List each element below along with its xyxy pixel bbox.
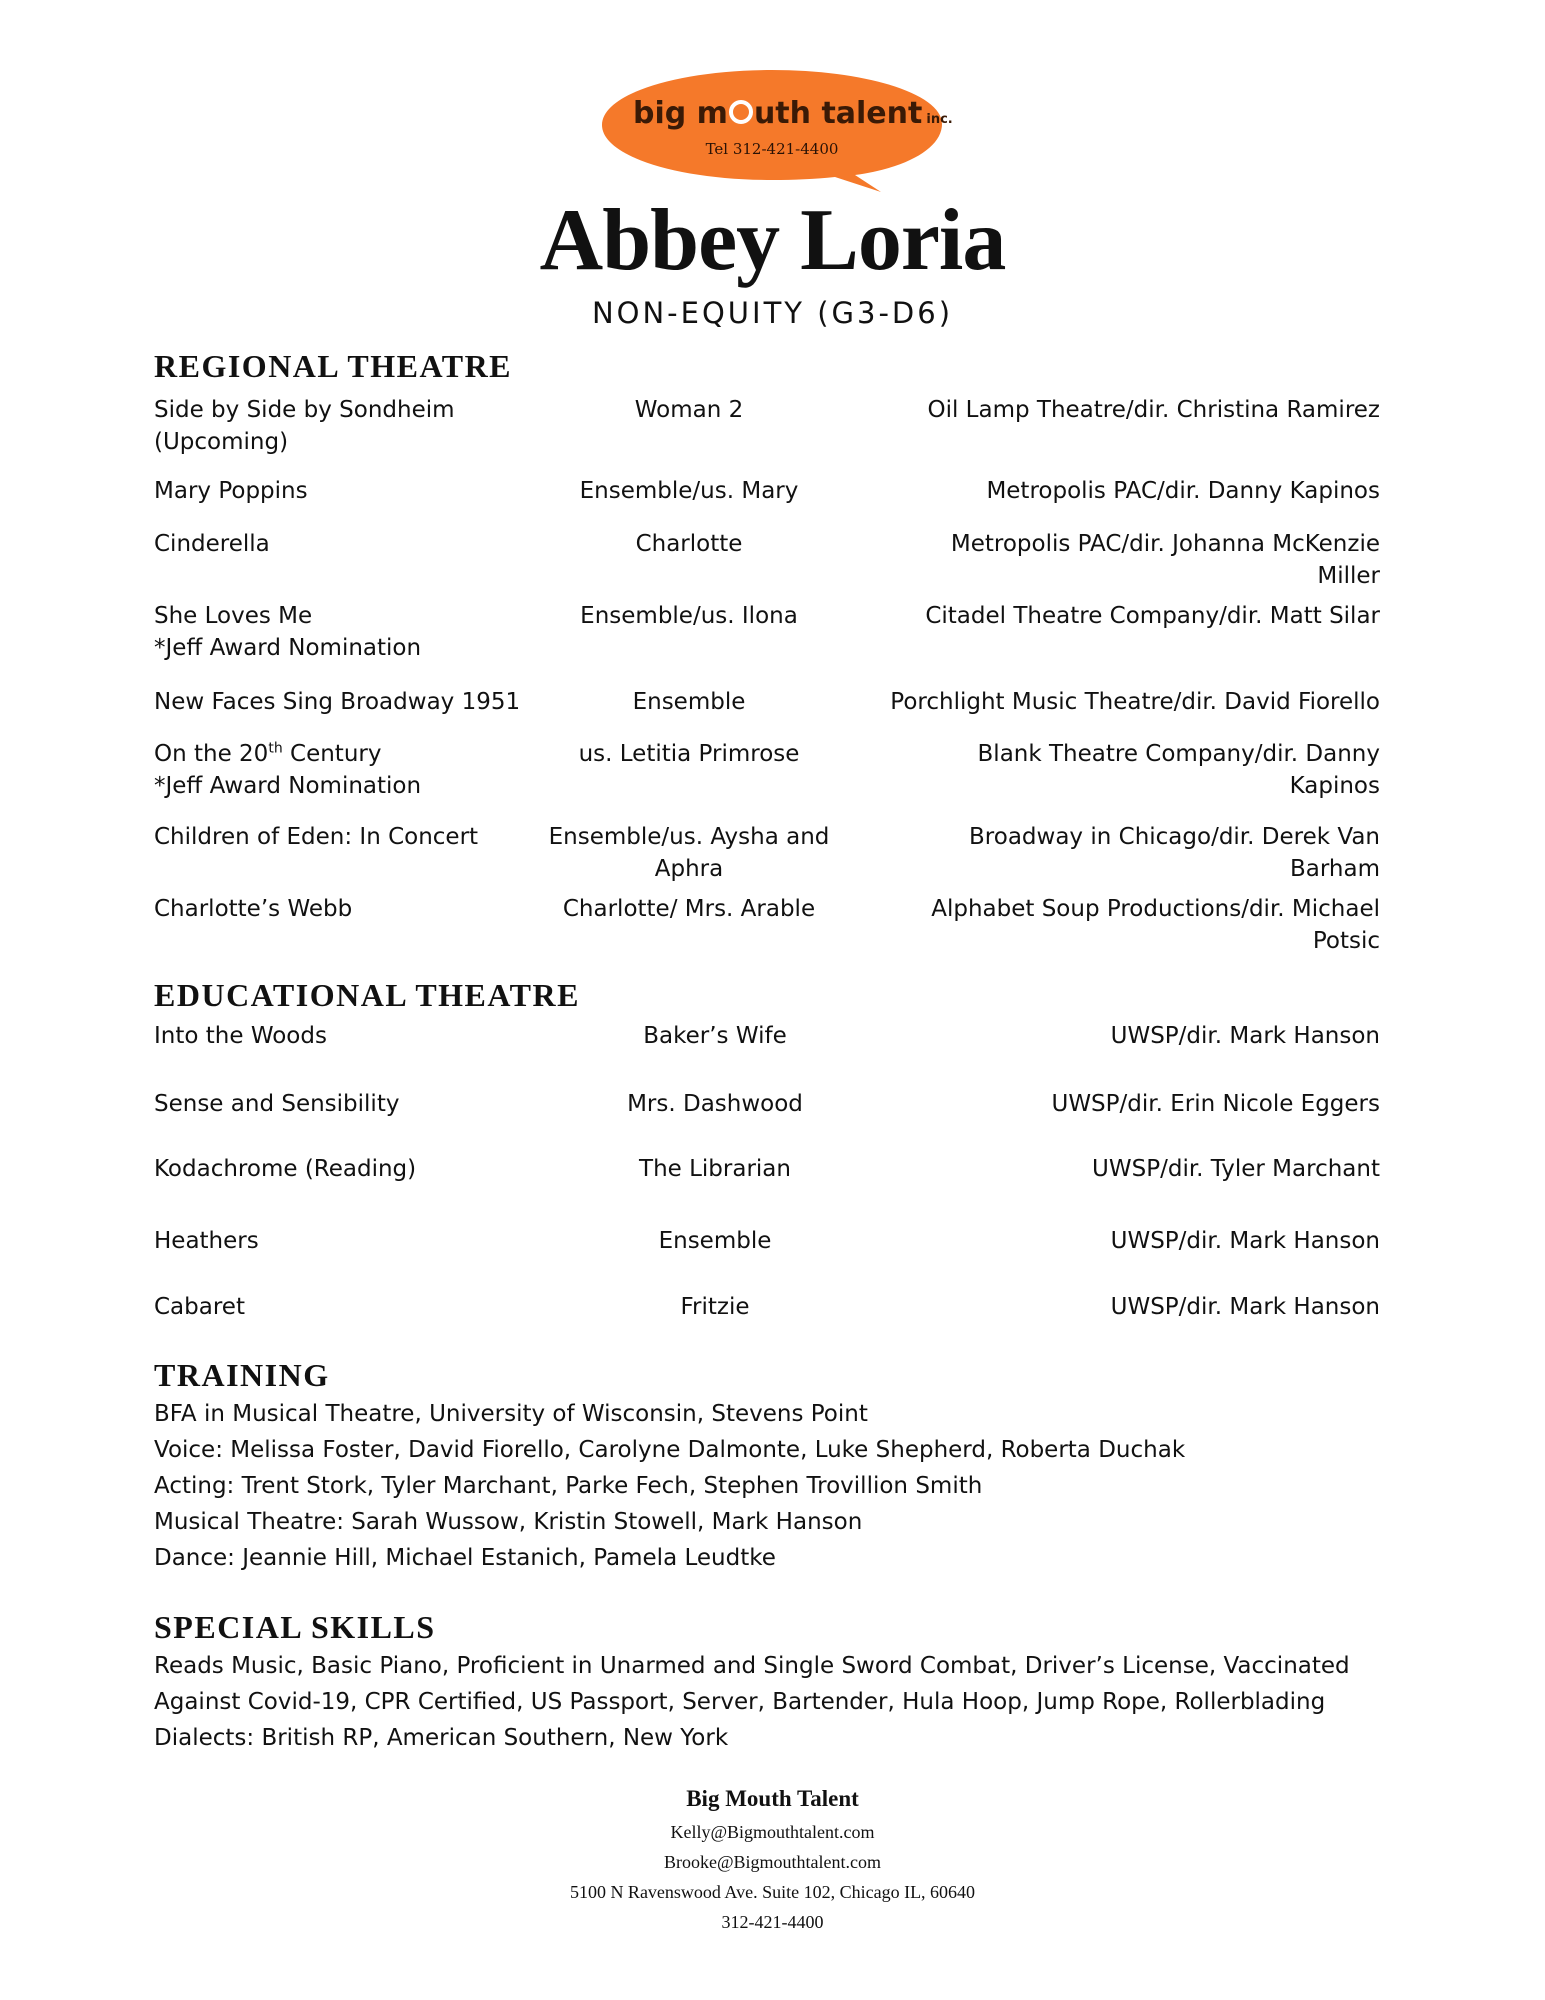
role-cell: Baker’s Wife: [643, 1023, 787, 1049]
role-cell: Ensemble: [658, 1228, 772, 1254]
show-cell: She Loves Me *Jeff Award Nomination: [154, 603, 422, 661]
agency-logo: [597, 68, 953, 194]
speech-bubble-icon: [597, 68, 953, 194]
company-cell: Broadway in Chicago/dir. Derek Van Barham: [969, 824, 1380, 882]
logo-inc: inc.: [926, 112, 953, 127]
role-cell: Fritzie: [680, 1294, 750, 1320]
footer-email-1[interactable]: Kelly@Bigmouthtalent.com: [670, 1822, 875, 1842]
show-cell: Sense and Sensibility: [154, 1091, 400, 1117]
table-row: [154, 893, 1380, 963]
table-row: [154, 738, 1380, 808]
footer-address: 5100 N Ravenswood Ave. Suite 102, Chicago IL, 60640: [569, 1882, 976, 1902]
regional-heading: REGIONAL THEATRE: [154, 348, 513, 384]
company-cell: UWSP/dir. Mark Hanson: [1110, 1023, 1380, 1049]
educational-heading: EDUCATIONAL THEATRE: [154, 977, 580, 1013]
table-row: [154, 1291, 1380, 1361]
company-cell: Metropolis PAC/dir. Johanna McKenzie Miller: [950, 531, 1380, 589]
footer-email-2[interactable]: Brooke@Bigmouthtalent.com: [663, 1852, 882, 1872]
training-heading: TRAINING: [154, 1357, 330, 1393]
show-cell: Heathers: [154, 1228, 259, 1254]
show-cell: Children of Eden: In Concert: [154, 824, 479, 850]
show-cell: Charlotte’s Webb: [154, 896, 353, 922]
list-item: Reads Music, Basic Piano, Proficient in Unarmed and Single Sword Combat, Driver’s License, Vaccinated: [154, 1653, 1350, 1679]
footer-agency: Big Mouth Talent: [686, 1786, 859, 1811]
show-cell: Mary Poppins: [154, 478, 308, 504]
role-cell: The Librarian: [639, 1156, 791, 1182]
table-row: [154, 821, 1380, 891]
company-cell: UWSP/dir. Mark Hanson: [1110, 1294, 1380, 1320]
company-cell: UWSP/dir. Erin Nicole Eggers: [1051, 1091, 1380, 1117]
company-cell: Porchlight Music Theatre/dir. David Fiorello: [890, 689, 1380, 715]
show-cell: Side by Side by Sondheim (Upcoming): [154, 397, 455, 455]
actor-name: Abbey Loria: [539, 192, 1006, 289]
list-item: Dance: Jeannie Hill, Michael Estanich, Pamela Leudtke: [154, 1545, 776, 1571]
company-cell: Oil Lamp Theatre/dir. Christina Ramirez: [927, 397, 1380, 423]
table-row: [154, 1020, 1380, 1090]
table-row: [154, 1153, 1380, 1223]
list-item: BFA in Musical Theatre, University of Wisconsin, Stevens Point: [154, 1401, 868, 1427]
company-cell: UWSP/dir. Tyler Marchant: [1092, 1156, 1380, 1182]
skills-heading: SPECIAL SKILLS: [154, 1609, 436, 1645]
list-item: Musical Theatre: Sarah Wussow, Kristin Stowell, Mark Hanson: [154, 1509, 863, 1535]
role-cell: Ensemble/us. Ilona: [580, 603, 798, 629]
role-cell: us. Letitia Primrose: [578, 741, 800, 767]
role-cell: Ensemble: [632, 689, 746, 715]
list-item: Acting: Trent Stork, Tyler Marchant, Parke Fech, Stephen Trovillion Smith: [154, 1473, 983, 1499]
training-list: [154, 1396, 1394, 1576]
table-row: [154, 528, 1380, 598]
list-item: Against Covid-19, CPR Certified, US Passport, Server, Bartender, Hula Hoop, Jump Rope, Rollerblading: [154, 1689, 1326, 1715]
table-row: [154, 394, 1380, 464]
role-cell: Mrs. Dashwood: [627, 1091, 803, 1117]
table-row: [154, 1088, 1380, 1158]
role-cell: Woman 2: [634, 397, 744, 423]
logo-title: big m uth talent inc.: [633, 96, 953, 131]
company-cell: Metropolis PAC/dir. Danny Kapinos: [986, 478, 1380, 504]
company-cell: Alphabet Soup Productions/dir. Michael Potsic: [931, 896, 1380, 954]
role-cell: Ensemble/us. Mary: [579, 478, 799, 504]
company-cell: Citadel Theatre Company/dir. Matt Silar: [925, 603, 1380, 629]
show-cell: Into the Woods: [154, 1023, 327, 1049]
show-cell: Cinderella: [154, 531, 270, 557]
role-cell: Charlotte/ Mrs. Arable: [562, 896, 816, 922]
role-cell: Ensemble/us. Aysha and Aphra: [548, 824, 830, 882]
list-item: Voice: Melissa Foster, David Fiorello, Carolyne Dalmonte, Luke Shepherd, Roberta Duchak: [154, 1437, 1186, 1463]
show-cell: New Faces Sing Broadway 1951: [154, 689, 521, 715]
show-cell: Cabaret: [154, 1294, 245, 1320]
table-row: [154, 1225, 1380, 1295]
show-cell: On the 20th Century *Jeff Award Nomination: [154, 740, 422, 799]
logo-o-icon: [729, 100, 753, 124]
company-cell: UWSP/dir. Mark Hanson: [1110, 1228, 1380, 1254]
table-row: [154, 600, 1380, 670]
company-cell: Blank Theatre Company/dir. Danny Kapinos: [977, 741, 1380, 799]
footer-phone: 312-421-4400: [721, 1912, 824, 1932]
skills-text: [154, 1648, 1394, 1756]
show-cell: Kodachrome (Reading): [154, 1156, 417, 1182]
union-status: NON-EQUITY (G3-D6): [591, 296, 954, 330]
role-cell: Charlotte: [635, 531, 743, 557]
logo-phone: Tel 312-421-4400: [705, 140, 839, 158]
list-item: Dialects: British RP, American Southern, New York: [154, 1725, 729, 1751]
